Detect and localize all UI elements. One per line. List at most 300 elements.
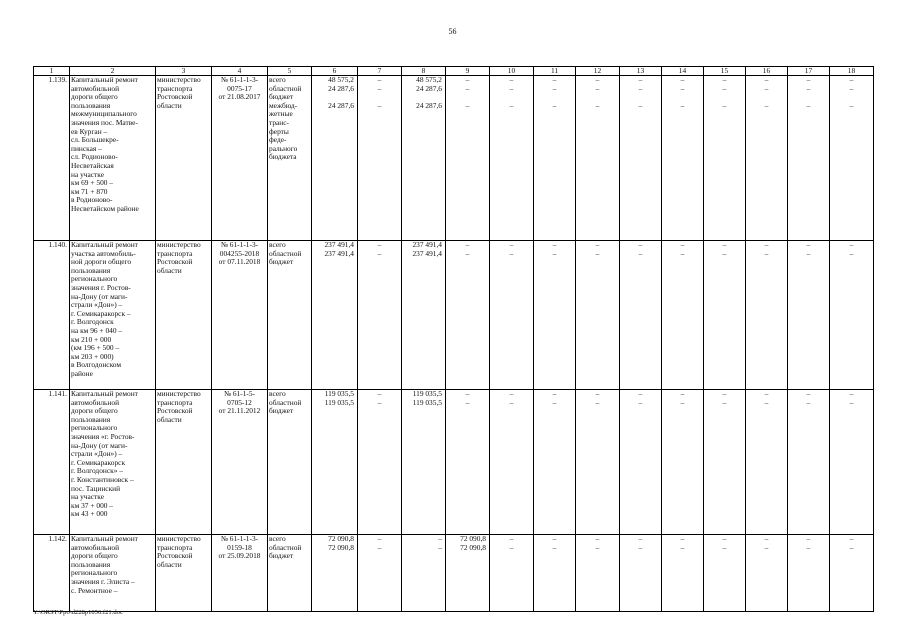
cell-text: всего — [269, 534, 286, 543]
cell-text: бюджета — [269, 152, 297, 162]
cell-text: автомобильной — [71, 542, 120, 552]
spacer — [535, 552, 574, 561]
document-number-cell — [212, 390, 268, 535]
cell-text: – — [849, 397, 854, 407]
row-number-cell — [34, 535, 70, 612]
spacer — [359, 258, 400, 267]
cell-text: – — [764, 83, 769, 93]
col16-cell — [746, 76, 788, 241]
cell-text: № 61-1-1-3- — [220, 75, 259, 84]
spacer — [663, 153, 702, 162]
cell-text: – — [377, 83, 382, 93]
spacer — [663, 110, 702, 119]
cell-text: км 43 + 000 — [71, 509, 108, 519]
spacer — [491, 407, 532, 416]
col12-cell — [576, 76, 620, 241]
spacer — [313, 110, 354, 119]
cell-text: – — [595, 100, 600, 110]
spacer — [705, 119, 744, 128]
spacer — [535, 110, 574, 119]
col13-cell — [620, 535, 662, 612]
cell-text: 0159-18 — [227, 542, 252, 552]
cell-text: – — [552, 389, 557, 398]
cell-text: транспорта — [157, 83, 193, 93]
cell-text: – — [849, 75, 854, 84]
spacer — [705, 552, 744, 561]
cell-text: регионального — [71, 568, 118, 578]
cell-text: км 203 + 000) — [71, 351, 114, 361]
col11-cell — [534, 535, 576, 612]
column-header: 11 — [534, 67, 576, 76]
cell-text: – — [806, 75, 811, 84]
cell-text: – — [680, 542, 685, 552]
spacer — [447, 128, 488, 137]
col9-cell — [446, 390, 490, 535]
spacer — [621, 552, 660, 561]
table-row — [34, 241, 874, 390]
cell-text: значения «г. Ростов- — [71, 431, 135, 441]
col11-cell — [534, 390, 576, 535]
cell-text: министерство — [157, 75, 201, 84]
cell-text: км 71 + 870 — [71, 186, 108, 196]
cell-text: – — [509, 248, 514, 258]
col7-cell — [358, 76, 402, 241]
column-header: 4 — [212, 67, 268, 76]
cell-text: транспорта — [157, 397, 193, 407]
cell-text: № 61-1-5- — [223, 389, 256, 398]
spacer — [831, 552, 872, 561]
spacer — [831, 258, 872, 267]
cell-text: г. Волгодонск» – — [71, 466, 123, 476]
spacer — [403, 407, 442, 416]
spacer — [535, 153, 574, 162]
cell-text: – — [764, 534, 769, 543]
cell-text: 72 090,8 — [460, 534, 486, 543]
spacer — [663, 258, 702, 267]
cell-text: – — [638, 75, 643, 84]
cell-text: – — [465, 83, 470, 93]
spacer — [359, 110, 400, 119]
cell-text: Капитальный ремонт — [71, 240, 138, 249]
cell-text: – — [552, 75, 557, 84]
col14-cell — [662, 535, 704, 612]
col17-cell — [788, 390, 830, 535]
spacer — [491, 128, 532, 137]
cell-text: – — [722, 240, 727, 249]
cell-text: – — [680, 240, 685, 249]
cell-text: – — [509, 534, 514, 543]
col10-cell — [490, 76, 534, 241]
cell-text: областной — [269, 83, 302, 93]
column-header: 15 — [704, 67, 746, 76]
spacer — [491, 110, 532, 119]
spacer — [789, 128, 828, 137]
spacer — [747, 258, 786, 267]
col8-cell — [402, 76, 446, 241]
cell-text: 72 090,8 — [328, 542, 354, 552]
spacer — [831, 136, 872, 145]
column-header: 17 — [788, 67, 830, 76]
spacer — [831, 119, 872, 128]
spacer — [535, 128, 574, 137]
row-number-cell — [34, 241, 70, 390]
cell-text: – — [509, 83, 514, 93]
spacer — [577, 110, 618, 119]
spacer — [621, 145, 660, 154]
spacer — [359, 552, 400, 561]
cell-text: – — [849, 534, 854, 543]
cell-text: – — [638, 100, 643, 110]
spacer — [621, 153, 660, 162]
spacer — [403, 110, 442, 119]
spacer — [403, 128, 442, 137]
cell-text: Капитальный ремонт — [71, 389, 138, 398]
total-cell — [312, 390, 358, 535]
cell-text: 119 035,5 — [412, 389, 442, 398]
spacer — [535, 258, 574, 267]
cell-text: – — [509, 397, 514, 407]
spacer — [831, 407, 872, 416]
cell-text: 48 575,2 — [416, 75, 442, 84]
spacer — [313, 119, 354, 128]
column-header: 14 — [662, 67, 704, 76]
cell-text: дороги общего — [71, 406, 118, 416]
cell-text: автомобильной — [71, 397, 120, 407]
col9-cell — [446, 535, 490, 612]
cell-text: – — [806, 534, 811, 543]
spacer — [621, 119, 660, 128]
spacer — [705, 407, 744, 416]
spacer — [789, 407, 828, 416]
cell-text: – — [552, 397, 557, 407]
cell-text: 237 491,4 — [324, 240, 354, 249]
col18-cell — [830, 241, 874, 390]
spacer — [577, 136, 618, 145]
cell-text: жетные — [269, 109, 293, 119]
cell-text: значения г. Элиста – — [71, 576, 135, 586]
cell-text: 237 491,4 — [412, 240, 442, 249]
cell-text: министерство — [157, 534, 201, 543]
spacer — [313, 145, 354, 154]
spacer — [577, 153, 618, 162]
cell-text: транспорта — [157, 248, 193, 258]
cell-text: – — [465, 240, 470, 249]
spacer — [577, 128, 618, 137]
cell-text: – — [377, 75, 382, 84]
spacer — [359, 407, 400, 416]
object-name-cell — [70, 76, 156, 241]
cell-text: регионального — [71, 274, 118, 284]
cell-text: – — [377, 534, 382, 543]
cell-text: пользования — [71, 414, 111, 424]
cell-text: области — [157, 559, 182, 569]
cell-text: – — [509, 389, 514, 398]
column-header: 13 — [620, 67, 662, 76]
table-row — [34, 76, 874, 241]
col15-cell — [704, 535, 746, 612]
cell-text: от 21.11.2012 — [218, 406, 261, 416]
col15-cell — [704, 76, 746, 241]
cell-text: пинская – — [71, 143, 102, 153]
spacer — [663, 136, 702, 145]
cell-text: – — [377, 397, 382, 407]
col14-cell — [662, 241, 704, 390]
cell-text: – — [638, 83, 643, 93]
spacer — [535, 145, 574, 154]
cell-text: бюджет — [269, 257, 294, 267]
document-number-cell — [212, 535, 268, 612]
cell-text: Ростовской — [157, 551, 193, 561]
cell-text: – — [465, 248, 470, 258]
cell-text: пос. Тацинский — [71, 483, 121, 493]
col14-cell — [662, 390, 704, 535]
cell-text: значения пос. Матве- — [71, 117, 138, 127]
cell-text: – — [806, 100, 811, 110]
spacer — [313, 128, 354, 137]
spacer — [313, 258, 354, 267]
col12-cell — [576, 535, 620, 612]
col7-cell — [358, 241, 402, 390]
cell-text: бюджет — [269, 92, 294, 102]
spacer — [621, 407, 660, 416]
cell-text: в Волгодонском — [71, 360, 122, 370]
spacer — [313, 153, 354, 162]
cell-text: бюджет — [269, 551, 294, 561]
cell-text: г. Константиновск – — [71, 474, 134, 484]
spacer — [577, 145, 618, 154]
cell-text: межбюд- — [269, 100, 298, 110]
cell-text: – — [680, 83, 685, 93]
cell-text: страли «Дон») – — [71, 300, 123, 310]
cell-text: № 61-1-1-3- — [220, 534, 259, 543]
object-name-cell — [70, 390, 156, 535]
cell-text: Капитальный ремонт — [71, 534, 138, 543]
spacer — [577, 552, 618, 561]
spacer — [705, 136, 744, 145]
cell-text: – — [552, 542, 557, 552]
spacer — [663, 552, 702, 561]
spacer — [359, 145, 400, 154]
cell-text: – — [849, 389, 854, 398]
cell-text: – — [465, 389, 470, 398]
column-header: 1 — [34, 67, 70, 76]
cell-text: – — [680, 75, 685, 84]
spacer — [663, 128, 702, 137]
cell-text: на участке — [71, 492, 104, 502]
cell-text: – — [377, 389, 382, 398]
spacer — [663, 119, 702, 128]
cell-text: ев Курган – — [71, 126, 108, 136]
cell-text: всего — [269, 389, 286, 398]
spacer — [831, 128, 872, 137]
spacer — [491, 136, 532, 145]
cell-text: – — [595, 240, 600, 249]
cell-text: ной дороги общего — [71, 257, 132, 267]
col13-cell — [620, 390, 662, 535]
column-header: 5 — [268, 67, 312, 76]
object-name-cell — [70, 535, 156, 612]
cell-text: 1.142. — [48, 534, 67, 543]
cell-text: – — [638, 534, 643, 543]
spacer — [577, 258, 618, 267]
cell-text: – — [638, 248, 643, 258]
cell-text: – — [806, 240, 811, 249]
cell-text: пользования — [71, 100, 111, 110]
funding-source-cell — [268, 535, 312, 612]
cell-text: сл. Родионово- — [71, 152, 118, 162]
cell-text: от 07.11.2018 — [218, 257, 261, 267]
spacer — [747, 119, 786, 128]
cell-text: областной — [269, 397, 302, 407]
spacer — [577, 407, 618, 416]
page-number: 56 — [448, 27, 457, 36]
col8-cell — [402, 390, 446, 535]
spacer — [747, 128, 786, 137]
cell-text: – — [806, 248, 811, 258]
cell-text: 119 035,5 — [324, 397, 354, 407]
spacer — [491, 145, 532, 154]
document-number-cell — [212, 241, 268, 390]
cell-text: – — [465, 397, 470, 407]
cell-text: Ростовской — [157, 92, 193, 102]
cell-text: на км 96 + 040 – — [71, 325, 123, 335]
cell-text: Ростовской — [157, 257, 193, 267]
object-name-cell — [70, 241, 156, 390]
cell-text: участка автомобиль- — [71, 248, 136, 258]
table-body — [34, 76, 874, 612]
cell-text: – — [722, 397, 727, 407]
cell-text: – — [509, 240, 514, 249]
cell-text: – — [806, 397, 811, 407]
cell-text: – — [849, 83, 854, 93]
cell-text: Несветайском районе — [71, 203, 139, 213]
cell-text: 24 287,6 — [416, 83, 442, 93]
total-cell — [312, 535, 358, 612]
cell-text: значения г. Ростов- — [71, 282, 131, 292]
cell-text: – — [764, 248, 769, 258]
cell-text: – — [509, 75, 514, 84]
cell-text: 0705-12 — [227, 397, 252, 407]
spacer — [491, 153, 532, 162]
col17-cell — [788, 76, 830, 241]
col7-cell — [358, 390, 402, 535]
spacer — [447, 136, 488, 145]
cell-text: Ростовской — [157, 406, 193, 416]
spacer — [663, 407, 702, 416]
cell-text: всего — [269, 75, 286, 84]
spacer — [705, 128, 744, 137]
cell-text: – — [680, 248, 685, 258]
cell-text: 119 035,5 — [324, 389, 354, 398]
cell-text: на участке — [71, 169, 104, 179]
spacer — [447, 153, 488, 162]
cell-text: км 210 + 000 — [71, 334, 112, 344]
cell-text: дороги общего — [71, 551, 118, 561]
funding-source-cell — [268, 76, 312, 241]
cell-text: транс- — [269, 117, 289, 127]
cell-text: – — [680, 389, 685, 398]
cell-text: – — [722, 389, 727, 398]
col16-cell — [746, 535, 788, 612]
cell-text: – — [849, 240, 854, 249]
column-header: 6 — [312, 67, 358, 76]
ministry-cell — [156, 241, 212, 390]
cell-text: – — [764, 100, 769, 110]
cell-text: – — [552, 248, 557, 258]
cell-text: бюджет — [269, 406, 294, 416]
cell-text: – — [849, 100, 854, 110]
cell-text: 004255-2018 — [219, 248, 260, 258]
spacer — [789, 136, 828, 145]
spacer — [621, 128, 660, 137]
cell-text: феде- — [269, 135, 287, 145]
cell-text: – — [849, 542, 854, 552]
cell-text: областной — [269, 542, 302, 552]
cell-text: страли «Дон») – — [71, 449, 123, 459]
cell-text: – — [465, 100, 470, 110]
cell-text: 24 287,6 — [328, 100, 354, 110]
cell-text: 24 287,6 — [416, 100, 442, 110]
ministry-cell — [156, 535, 212, 612]
cell-text: 72 090,8 — [460, 542, 486, 552]
spacer — [403, 552, 442, 561]
spacer — [621, 110, 660, 119]
cell-text: – — [595, 389, 600, 398]
cell-text: министерство — [157, 389, 201, 398]
cell-text: г. Семикаракорск — [71, 457, 126, 467]
cell-text: – — [722, 542, 727, 552]
spacer — [403, 136, 442, 145]
cell-text: пользования — [71, 265, 111, 275]
col18-cell — [830, 535, 874, 612]
spacer — [789, 119, 828, 128]
row-number-cell — [34, 76, 70, 241]
spacer — [831, 153, 872, 162]
cell-text: рального — [269, 143, 298, 153]
cell-text: 237 491,4 — [324, 248, 354, 258]
spacer — [747, 145, 786, 154]
header-row — [34, 67, 874, 76]
spacer — [535, 119, 574, 128]
cell-text: г. Волгодонск — [71, 317, 114, 327]
col13-cell — [620, 241, 662, 390]
spacer — [747, 407, 786, 416]
cell-text: – — [552, 240, 557, 249]
cell-text: – — [764, 389, 769, 398]
spacer — [313, 136, 354, 145]
spacer — [447, 552, 486, 561]
cell-text: 1.139. — [48, 75, 67, 84]
cell-text: 119 035,5 — [412, 397, 442, 407]
total-cell — [312, 76, 358, 241]
col11-cell — [534, 241, 576, 390]
cell-text: км 37 + 000 – — [71, 500, 113, 510]
cell-text: межмуниципального — [71, 109, 137, 119]
cell-text: – — [438, 542, 442, 552]
total-cell — [312, 241, 358, 390]
footer-file-path: Y:\ORST\Ppo\d228p1056.f21.doc — [33, 609, 123, 616]
col15-cell — [704, 241, 746, 390]
spacer — [747, 110, 786, 119]
cell-text: сл. Большекре- — [71, 135, 119, 145]
table-row — [34, 535, 874, 612]
col16-cell — [746, 241, 788, 390]
spacer — [359, 119, 400, 128]
cell-text: – — [377, 240, 382, 249]
col9-cell — [446, 76, 490, 241]
table-row — [34, 390, 874, 535]
cell-text: транспорта — [157, 542, 193, 552]
